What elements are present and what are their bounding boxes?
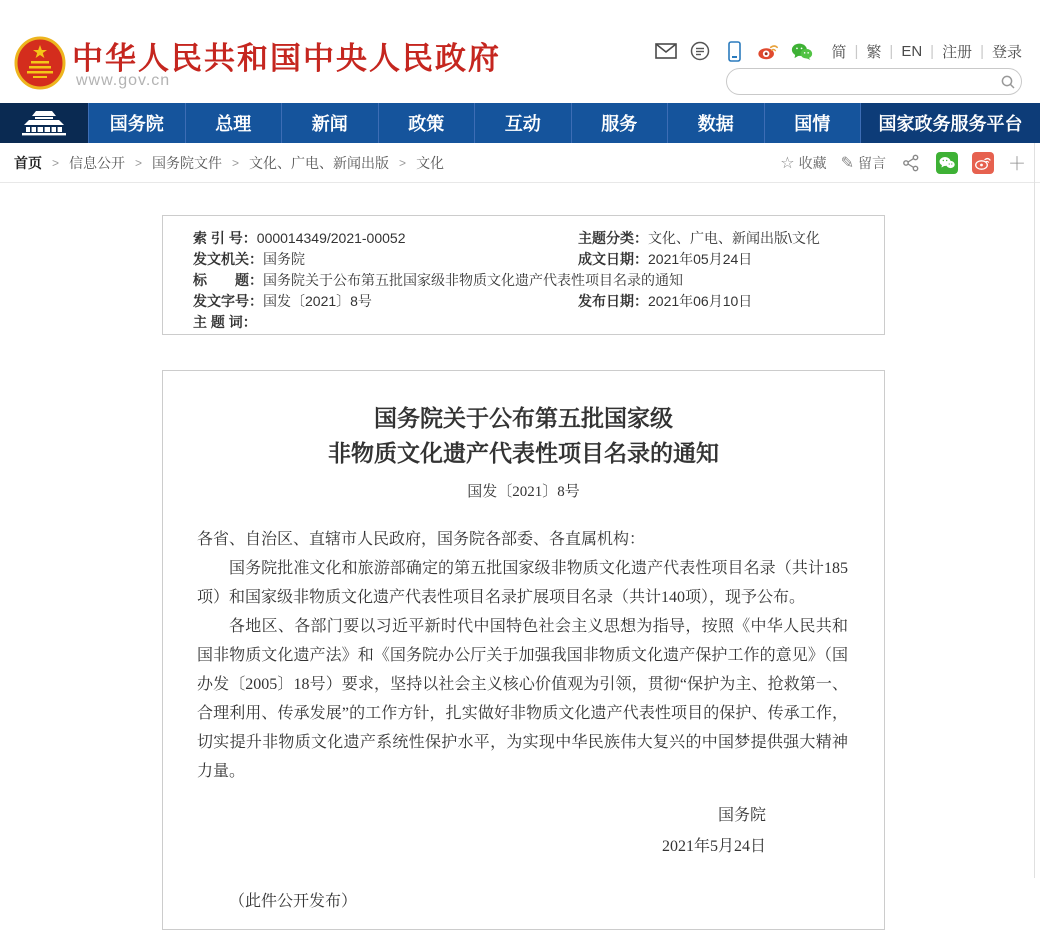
- salutation: 各省、自治区、直辖市人民政府，国务院各部委、各直属机构：: [197, 531, 646, 548]
- meta-cell: [578, 291, 752, 312]
- nav-item-国务院[interactable]: 国务院: [88, 103, 185, 143]
- header-tools: [655, 40, 1022, 62]
- breadcrumb-item[interactable]: 首页: [14, 154, 42, 171]
- meta-cell: [578, 249, 752, 270]
- site-header: [0, 0, 1040, 103]
- comment-label: 留言: [858, 154, 886, 171]
- document-body: [163, 501, 884, 786]
- meta-label: 主题分类：: [578, 230, 648, 246]
- separator: |: [980, 42, 984, 60]
- tiananmen-icon: [18, 110, 70, 136]
- meta-row: [193, 249, 884, 270]
- breadcrumb-separator: >: [135, 155, 143, 170]
- comment-circle-icon[interactable]: [689, 40, 711, 62]
- weibo-icon[interactable]: [757, 40, 779, 62]
- nav-item-新闻[interactable]: 新闻: [281, 103, 378, 143]
- meta-cell: [193, 228, 578, 249]
- breadcrumb-item[interactable]: 信息公开: [69, 154, 126, 171]
- meta-cell: [578, 228, 820, 249]
- nav-item-国情[interactable]: 国情: [764, 103, 861, 143]
- breadcrumb-bar: [0, 143, 1040, 183]
- wechat-share-button[interactable]: [936, 152, 958, 174]
- meta-label: 发文字号：: [193, 293, 263, 309]
- meta-value: 国发〔2021〕8号: [263, 293, 372, 309]
- signer: 国务院: [717, 807, 766, 824]
- site-url: www.gov.cn: [76, 72, 171, 89]
- weibo-share-button[interactable]: [972, 152, 994, 174]
- meta-value: 文化、广电、新闻出版\文化: [648, 230, 820, 246]
- document-number: 国发〔2021〕8号: [467, 484, 580, 500]
- document-title: [163, 401, 884, 471]
- separator: |: [854, 42, 859, 60]
- meta-value: 2021年06月10日: [648, 293, 753, 309]
- lang-link-EN[interactable]: EN: [901, 42, 923, 60]
- lang-link-简[interactable]: 简: [831, 43, 847, 61]
- meta-value: 国务院: [263, 251, 305, 267]
- meta-row: [193, 312, 884, 333]
- search-box: [726, 68, 1022, 95]
- comment-button[interactable]: [841, 153, 886, 173]
- main-nav: [0, 103, 1040, 143]
- breadcrumb-item[interactable]: 国务院文件: [152, 154, 223, 171]
- meta-value: 国务院关于公布第五批国家级非物质文化遗产代表性项目名录的通知: [263, 272, 683, 288]
- meta-label: 成文日期：: [578, 251, 648, 267]
- favorite-label: 收藏: [798, 154, 827, 171]
- document-content-box: [162, 370, 885, 930]
- lang-link-登录[interactable]: 登录: [991, 43, 1022, 61]
- document-title-line2: 非物质文化遗产代表性项目名录的通知: [328, 441, 719, 466]
- lang-link-注册[interactable]: 注册: [942, 43, 973, 61]
- signature-block: [163, 800, 884, 862]
- paragraph-1: 国务院批准文化和旅游部确定的第五批国家级非物质文化遗产代表性项目名录（共计185项）和国家级非物质文化遗产代表性项目名录扩展项目名录（共计140项），现予公布。: [197, 560, 848, 606]
- breadcrumb-separator: >: [52, 155, 60, 170]
- nav-item-互动[interactable]: 互动: [474, 103, 571, 143]
- separator: |: [930, 42, 935, 60]
- meta-cell: [193, 291, 578, 312]
- page-tools: [780, 150, 1026, 176]
- national-emblem-logo: [14, 36, 66, 92]
- pencil-icon: ✎: [840, 154, 854, 172]
- meta-row: [193, 228, 884, 249]
- meta-value: 000014349/2021-00052: [256, 230, 406, 246]
- mobile-icon[interactable]: [723, 40, 745, 62]
- nav-item-数据[interactable]: 数据: [667, 103, 764, 143]
- meta-cell: [193, 249, 578, 270]
- nav-item-政策[interactable]: 政策: [378, 103, 475, 143]
- breadcrumb-item[interactable]: 文化、广电、新闻出版: [249, 154, 390, 171]
- more-share-button[interactable]: ＋: [1008, 153, 1026, 174]
- meta-row: [193, 291, 884, 312]
- scrollbar-track[interactable]: [1034, 143, 1035, 878]
- paragraph-2: 各地区、各部门要以习近平新时代中国特色社会主义思想为指导，按照《中华人民共和国非物质文化遗产法》和《国务院办公厅关于加强我国非物质文化遗产保护工作的意见》（国办发〔2005〕18号）要求，坚持以社会主义核心价值观为引领，贯彻“保护为主、抢救第一、合理利用、传承发展”的工作方针，扎实做好非物质文化遗产代表性项目的保护、传承工作，切实提升非物质文化遗产系统性保护水平，为实现中华民族伟大复兴的中国梦提供强大精神力量。: [197, 618, 848, 780]
- meta-label: 标 题：: [193, 272, 263, 288]
- sign-date: 2021年5月24日: [661, 838, 766, 855]
- nav-item-platform[interactable]: 国家政务服务平台: [860, 103, 1040, 143]
- meta-cell: [193, 270, 873, 291]
- meta-label: 主 题 词：: [193, 314, 257, 330]
- site-title: 中华人民共和国中央人民政府: [72, 41, 501, 76]
- meta-label: 发布日期：: [578, 293, 648, 309]
- breadcrumb: [14, 153, 444, 173]
- mail-icon[interactable]: [655, 40, 677, 62]
- public-release-note: （此件公开发布）: [229, 893, 358, 910]
- separator: |: [889, 42, 894, 60]
- search-input[interactable]: [727, 70, 995, 93]
- breadcrumb-separator: >: [399, 155, 407, 170]
- meta-label: 发文机关：: [193, 251, 263, 267]
- share-icon[interactable]: [900, 152, 922, 174]
- favorite-button[interactable]: [780, 153, 826, 173]
- breadcrumb-separator: >: [232, 155, 240, 170]
- nav-home-button[interactable]: [0, 103, 88, 143]
- meta-value: 2021年05月24日: [648, 251, 753, 267]
- language-links: [831, 41, 1022, 62]
- nav-item-服务[interactable]: 服务: [571, 103, 668, 143]
- meta-cell: [193, 312, 873, 333]
- search-icon[interactable]: [995, 71, 1021, 93]
- wechat-icon[interactable]: [791, 40, 813, 62]
- lang-link-繁[interactable]: 繁: [866, 43, 882, 61]
- breadcrumb-item[interactable]: 文化: [416, 154, 445, 171]
- nav-item-总理[interactable]: 总理: [185, 103, 282, 143]
- meta-row: [193, 270, 884, 291]
- document-meta-box: [162, 215, 885, 335]
- star-icon: ☆: [780, 154, 795, 172]
- document-title-line1: 国务院关于公布第五批国家级: [374, 406, 673, 431]
- meta-label: 索 引 号：: [193, 230, 257, 246]
